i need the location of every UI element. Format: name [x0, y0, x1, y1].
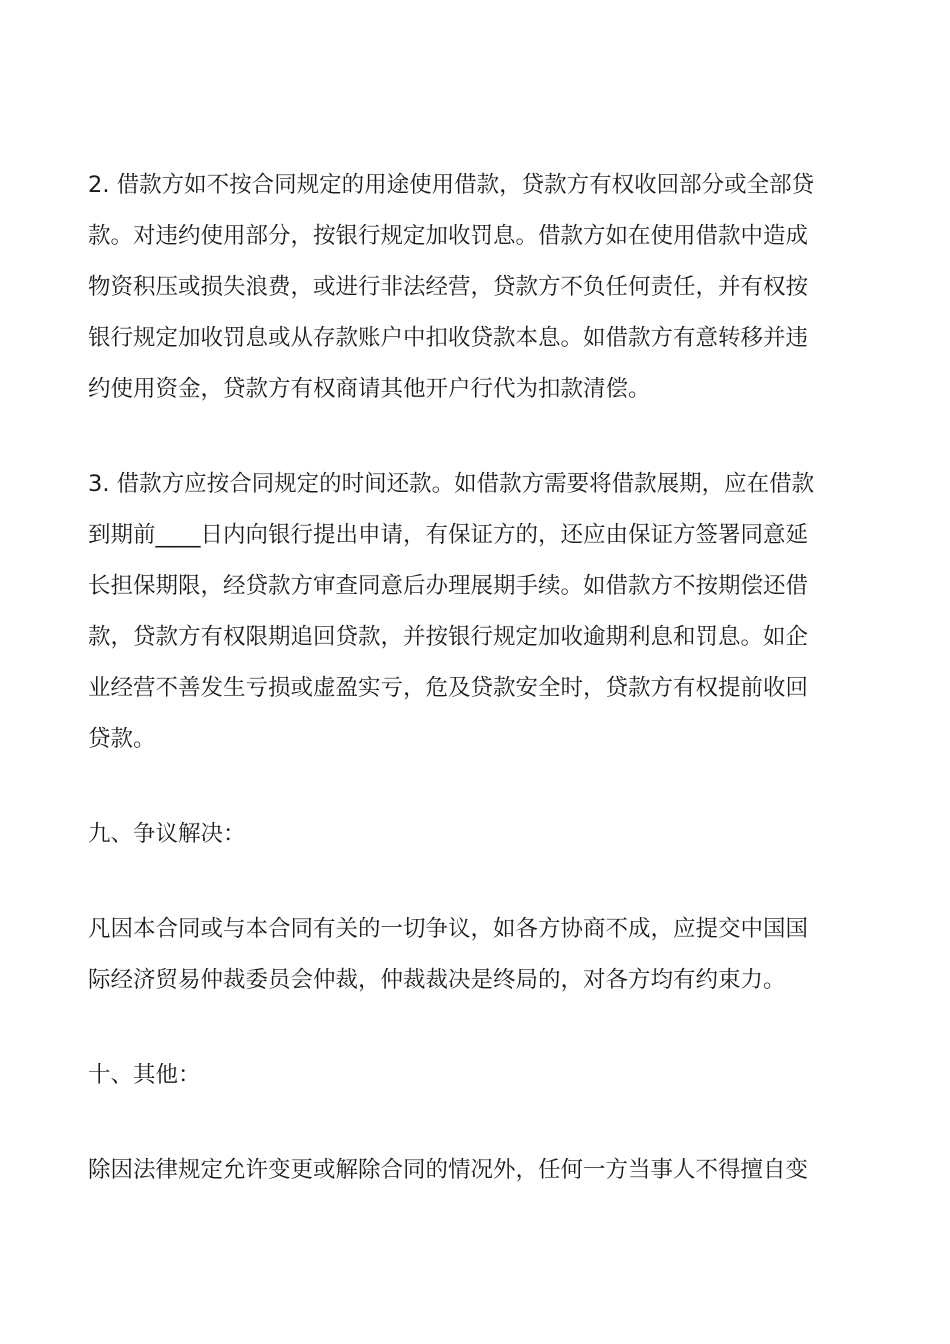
paragraph-spacer: [88, 1101, 863, 1145]
text-line: 贷款。: [88, 726, 156, 752]
text-line: 除因法律规定允许变更或解除合同的情况外，任何一方当事人不得擅自变: [88, 1157, 809, 1183]
text-line: 约使用资金，贷款方有权商请其他开户行代为扣款清偿。: [88, 376, 651, 402]
paragraph-spacer: [88, 1006, 863, 1050]
section-9-heading: [88, 809, 863, 860]
heading-line: 十、其他：: [88, 1062, 201, 1088]
heading-line: 九、争议解决：: [88, 821, 246, 847]
section-10-heading: [88, 1050, 863, 1101]
clause-3-paragraph: [88, 459, 863, 765]
document-body: [88, 160, 863, 1196]
text-line: 凡因本合同或与本合同有关的一切争议，如各方协商不成，应提交中国国: [88, 916, 809, 942]
text-line: 银行规定加收罚息或从存款账户中扣收贷款本息。如借款方有意转移并违: [88, 325, 809, 351]
text-line: 业经营不善发生亏损或虚盈实亏，危及贷款安全时，贷款方有权提前收回: [88, 675, 809, 701]
text-line: 3. 借款方应按合同规定的时间还款。如借款方需要将借款展期，应在借款: [88, 471, 815, 497]
text-line: 款。对违约使用部分，按银行规定加收罚息。借款方如在使用借款中造成: [88, 223, 809, 249]
clause-2-paragraph: [88, 160, 863, 415]
paragraph-spacer: [88, 860, 863, 904]
paragraph-spacer: [88, 765, 863, 809]
text-line: 物资积压或损失浪费，或进行非法经营，贷款方不负任何责任，并有权按: [88, 274, 809, 300]
text-line: 长担保期限，经贷款方审查同意后办理展期手续。如借款方不按期偿还借: [88, 573, 809, 599]
text-line: 款，贷款方有权限期追回贷款，并按银行规定加收逾期利息和罚息。如企: [88, 624, 809, 650]
text-line: 到期前____日内向银行提出申请，有保证方的，还应由保证方签署同意延: [88, 522, 809, 548]
dispute-resolution-paragraph: [88, 904, 863, 1006]
text-line: 2. 借款方如不按合同规定的用途使用借款，贷款方有权收回部分或全部贷: [88, 172, 815, 198]
paragraph-spacer: [88, 415, 863, 459]
text-line: 际经济贸易仲裁委员会仲裁，仲裁裁决是终局的，对各方均有约束力。: [88, 967, 786, 993]
other-terms-paragraph: [88, 1145, 863, 1196]
